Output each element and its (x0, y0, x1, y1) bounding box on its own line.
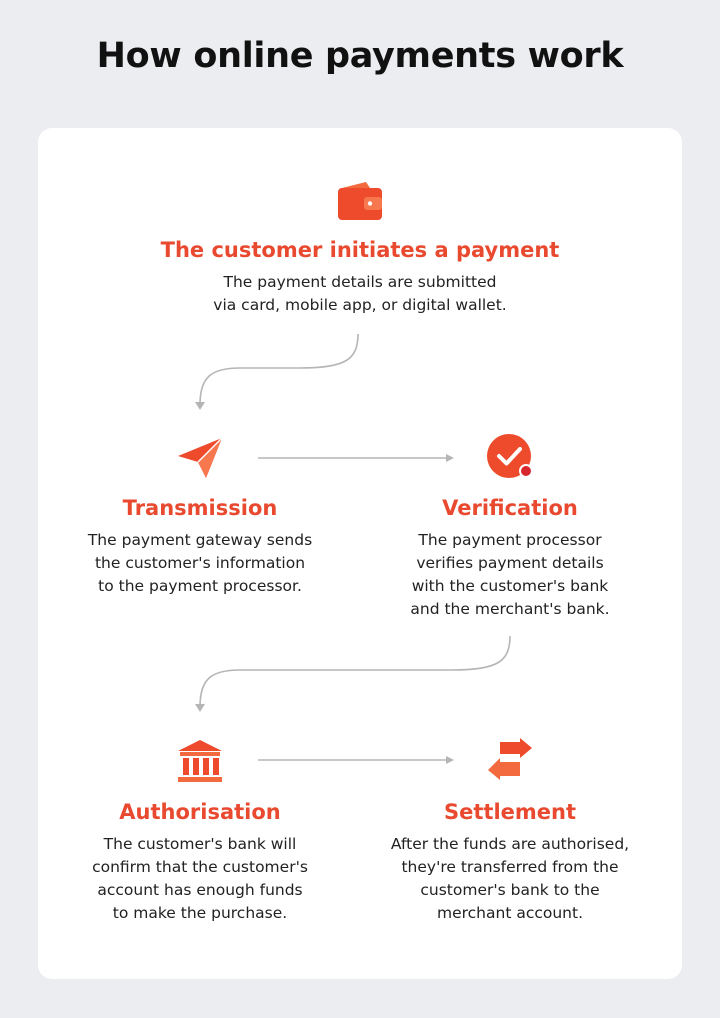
connector-initiate-to-transmission (200, 334, 358, 405)
description-line: customer's bank to the (420, 881, 600, 899)
connector-arrowhead (446, 756, 454, 764)
description-line: merchant account. (436, 904, 584, 922)
connector-arrowhead (195, 704, 205, 712)
description-line: account has enough funds (97, 881, 303, 899)
step-description (370, 529, 650, 621)
step-description (60, 833, 340, 925)
connector-arrowhead (195, 402, 205, 410)
description-line: The payment processor (418, 531, 602, 549)
step-initiate (110, 238, 610, 317)
step-title: Transmission (122, 496, 278, 520)
description-line: to make the purchase. (112, 904, 288, 922)
description-line: After the funds are authorised, (390, 835, 630, 853)
description-line: via card, mobile app, or digital wallet. (213, 296, 507, 314)
step-title: The customer initiates a payment (160, 238, 560, 262)
check-badge-icon (486, 433, 536, 481)
step-authorisation (60, 800, 340, 925)
description-line: confirm that the customer's (92, 858, 308, 876)
step-settlement (360, 800, 660, 925)
description-line: The customer's bank will (103, 835, 297, 853)
description-line: the customer's information (94, 554, 306, 572)
connector-verification-to-authorisation (200, 636, 510, 707)
step-description (110, 271, 610, 317)
paper-plane-icon (176, 436, 224, 480)
transfer-arrows-icon (486, 738, 534, 782)
step-title: Verification (442, 496, 578, 520)
step-title: Settlement (444, 800, 576, 824)
step-transmission (60, 496, 340, 598)
description-line: The payment details are submitted (223, 273, 497, 291)
description-line: The payment gateway sends (87, 531, 313, 549)
step-verification (370, 496, 650, 621)
description-line: they're transferred from the (401, 858, 619, 876)
step-title: Authorisation (119, 800, 281, 824)
step-description (60, 529, 340, 598)
description-line: with the customer's bank (411, 577, 609, 595)
bank-icon (176, 738, 224, 784)
description-line: to the payment processor. (98, 577, 302, 595)
wallet-icon (336, 180, 384, 222)
step-description (360, 833, 660, 925)
description-line: and the merchant's bank. (410, 600, 610, 618)
page-title: How online payments work (96, 36, 624, 76)
connector-arrowhead (446, 454, 454, 462)
description-line: verifies payment details (416, 554, 604, 572)
